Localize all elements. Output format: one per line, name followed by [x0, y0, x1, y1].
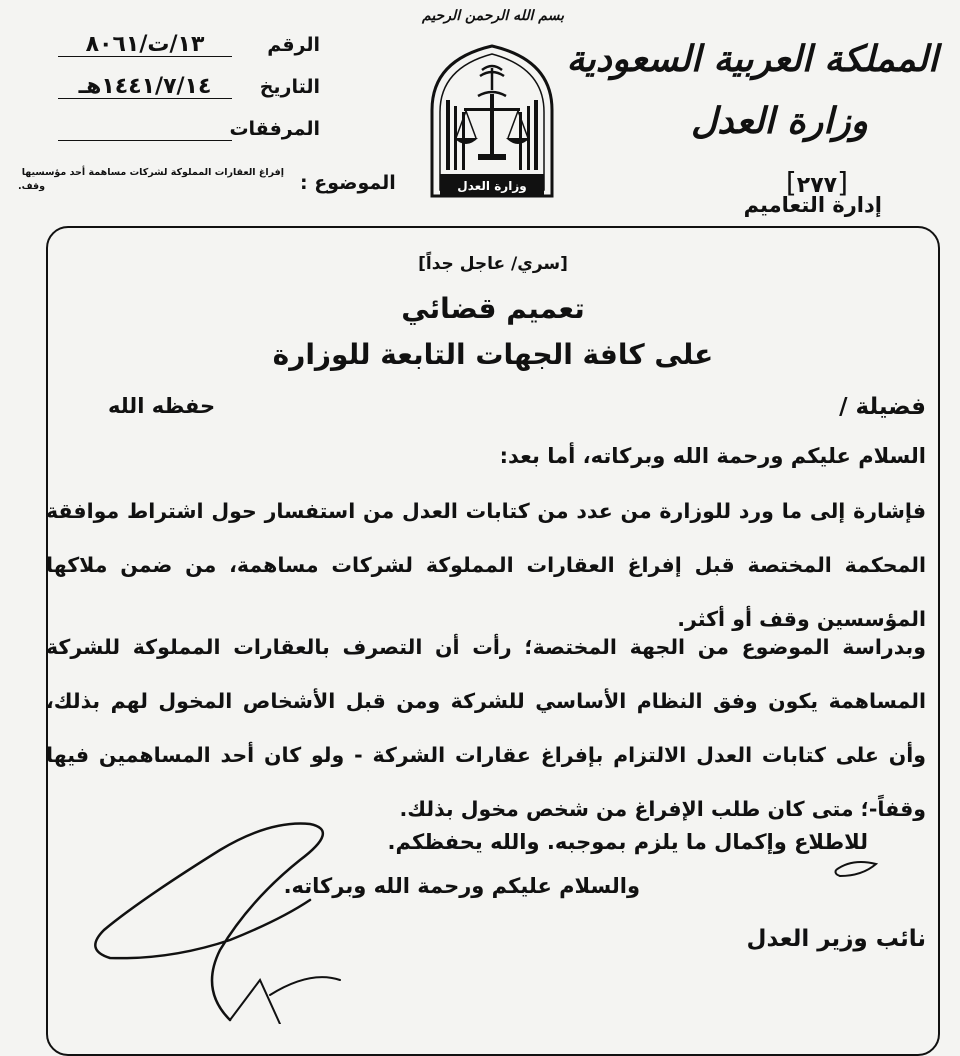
addressee: على كافة الجهات التابعة للوزارة [272, 338, 714, 371]
closing: والسلام عليكم ورحمة الله وبركاته. [283, 874, 640, 898]
subject-line-2: وقف. [18, 181, 46, 192]
instruction: للاطلاع وإكمال ما يلزم بموجبه. والله يحفظكم. [387, 830, 868, 854]
subject-line-1: إفراغ العقارات المملوكة لشركات مساهمة أحد مؤسسيها [21, 167, 284, 178]
ministry-emblem-icon [426, 40, 558, 200]
greeting: السلام عليكم ورحمة الله وبركاته، أما بعد: [499, 444, 926, 468]
kingdom-name: المملكة العربية السعودية [566, 38, 938, 80]
circular-number-value: ٢٧٧ [796, 173, 838, 198]
salutation: فضيلة / [839, 394, 926, 420]
emblem-caption: وزارة العدل [457, 179, 527, 193]
paragraph-1: فإشارة إلى ما ورد للوزارة من عدد من كتابات العدل من استفسار حول اشتراط موافقة المحكمة المختصة قبل إفراغ العقارات المملوكة لشركات مساهمة، من ضمن ملاكها المؤسسين وقف أو أكثر. [46, 499, 926, 631]
subject-label: الموضوع : [300, 172, 396, 194]
bismillah: بسم الله الرحمن الرحيم [422, 8, 564, 24]
attachments-label: المرفقات [229, 118, 320, 140]
initials-mark-icon [832, 856, 882, 880]
circular-number: [٢٧٧] [785, 166, 848, 199]
classification: [سري/ عاجل جداً] [418, 254, 568, 274]
signature-icon [80, 820, 400, 1024]
honorific: حفظه الله [108, 394, 216, 418]
subject-text [18, 166, 284, 194]
paragraph-2: وبدراسة الموضوع من الجهة المختصة؛ رأت أن التصرف بالعقارات المملوكة للشركة المساهمة يكون وفق النظام الأساسي للشركة ومن قبل الأشخاص المخول لهم بذلك، وأن على كتابات العدل الالتزام بإفراغ عقارات الشركة - ولو كان أحد المساهمين فيها وقفاً-؛ متى كان طلب الإفراغ من شخص مخول بذلك. [46, 635, 926, 821]
number-value: ١٣/ت/٨٠٦١ [58, 34, 232, 57]
number-label: الرقم [267, 34, 320, 56]
date-label: التاريخ [259, 76, 320, 98]
department-name: إدارة التعاميم [743, 193, 882, 217]
circular-title: تعميم قضائي [401, 292, 585, 325]
date-value: ١٤٤١/٧/١٤هـ [58, 76, 232, 99]
ministry-name: وزارة العدل [691, 100, 868, 142]
signatory-title: نائب وزير العدل [746, 926, 926, 952]
attachments-value [58, 118, 232, 141]
